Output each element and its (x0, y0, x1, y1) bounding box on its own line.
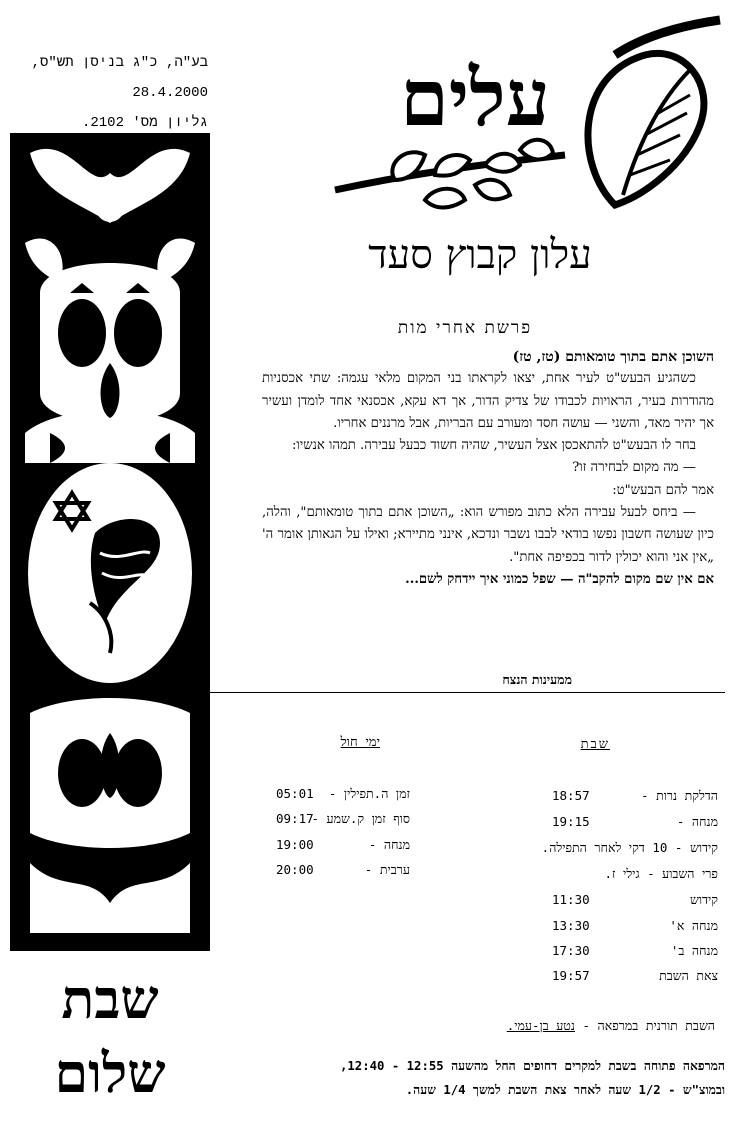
newsletter-subtitle: עלון קבוץ סעד (368, 232, 592, 278)
weekday-row (270, 786, 410, 806)
weekday-schedule-header: ימי חול (340, 735, 380, 750)
clinic-notice (225, 1054, 725, 1102)
shabbat-shalom-banner (5, 962, 215, 1110)
section-divider (210, 692, 725, 693)
article-question: — מה מקום לבחירה זו? (572, 460, 696, 476)
clinic-duty-prefix: השבת תורנית במרפאה - (574, 1018, 715, 1033)
article-paragraph-1: כשהגיע הבעש"ט לעיר אחת, יצאו לקראתו בני המקום מלאי עגמה: שתי אכסניות מהודרות בעיר, הראויות לכבודו של צדיק הדור, אך דא עקא, אכסנאי אחד לומדן ועשיר אך יהיר מאד, והשני — עושה חסד ומעורב עם הבריות, אבל מרננים אחריו. (262, 371, 714, 431)
banner-line-1: שבת (61, 967, 159, 1031)
weekday-row-label: מנחה - (368, 837, 410, 852)
shabbat-row (490, 943, 718, 963)
weekday-row (270, 862, 410, 882)
clinic-notice-line-1: המרפאה פתוחה בשבת למקרים דחופים החל מהשעה 12:55 - 12:40, (339, 1059, 725, 1073)
shabbat-row-time: 19:57 (552, 968, 590, 983)
shabbat-row (490, 892, 718, 912)
article-closing: אם אין שם מקום להקב"ה — שפל כמוני איך יידחק לשם... (405, 571, 714, 587)
shabbat-row-label: מנחה א' (669, 918, 718, 933)
shabbat-row (490, 918, 718, 938)
shabbat-row-label: צאת השבת (659, 968, 718, 983)
article-heading: השוכן אתם בתוך טומאותם (טז, טז) (512, 349, 714, 365)
ornament-pattern-icon (10, 133, 210, 951)
shabbat-row-label: קידוש (689, 892, 718, 907)
weekday-row-label: ערבית - (364, 862, 410, 877)
article-paragraph-3: — ביחס לבעל עבירה הלא כתוב מפורש הוא: „השוכן אתם בתוך טומאותם", והלה, כיון שעושה חשבון נפשו בודאי לבבו נשבר ונדכא, אינני מתיירא; ואילו על הגאותן אומר ה' „אין אני והוא יכולין לדור בכפיפה אחת". (262, 505, 714, 565)
shabbat-row-time: 19:15 (552, 814, 590, 829)
clinic-duty (330, 1018, 715, 1034)
clinic-notice-line-2: ובמוצ"ש - 1/2 שעה לאחר צאת השבת למשך 1/4 שעה. (405, 1083, 725, 1097)
article-reply-intro: אמר להם הבעש"ט: (612, 482, 714, 498)
issue-number: גליון מס' 2102. (81, 115, 208, 131)
shabbat-row-label: פרי השבוע - גילי ז. (604, 866, 718, 881)
shabbat-row-time: 18:57 (552, 788, 590, 803)
shabbat-row-label: הדלקת נרות - (641, 788, 718, 803)
shabbat-row-label: מנחה - (676, 814, 718, 829)
date-block (8, 48, 208, 138)
shabbat-schedule-header: שבת (580, 737, 610, 752)
shabbat-row (490, 866, 718, 886)
weekday-row (270, 811, 410, 831)
weekday-row-label: זמן ה.תפילין - (328, 786, 410, 801)
weekday-row-time: 05:01 (276, 786, 314, 801)
article (262, 346, 714, 591)
article-paragraph-2: בחר לו הבעש"ט להתאכסן אצל העשיר, שהיה חשוד כבעל עבירה. תמהו אנשיו: (291, 438, 696, 454)
shabbat-row-time: 11:30 (552, 892, 590, 907)
newsletter-logo (325, 15, 725, 230)
article-source: ממעינות הנצח (502, 672, 572, 687)
weekday-row-time: 20:00 (276, 862, 314, 877)
clinic-duty-name: נטע בן-עמי. (506, 1018, 575, 1033)
shabbat-row (490, 814, 718, 834)
ornamental-border (10, 133, 210, 951)
shabbat-row-label: קידוש - 10 דקי לאחר התפילה. (541, 840, 718, 855)
weekday-row (270, 837, 410, 857)
gregorian-date: 28.4.2000 (132, 85, 208, 101)
shabbat-row-label: מנחה ב' (670, 943, 718, 958)
weekday-row-time: 09:17 (276, 811, 314, 826)
shabbat-row-time: 17:30 (552, 943, 590, 958)
logo-lettering: עלים (400, 53, 550, 144)
shabbat-row (490, 968, 718, 988)
leaf-logo-icon (325, 15, 725, 230)
hebrew-date: בע"ה, כ"ג בניסן תש"ס, (31, 55, 208, 71)
shabbat-row (490, 788, 718, 808)
weekday-row-time: 19:00 (276, 837, 314, 852)
shabbat-row-time: 13:30 (552, 918, 590, 933)
shabbat-row (490, 840, 718, 860)
parasha-title: פרשת אחרי מות (397, 318, 533, 338)
weekday-row-label: סוף זמן ק.שמע - (311, 811, 410, 826)
banner-line-2: שלום (54, 1041, 166, 1105)
